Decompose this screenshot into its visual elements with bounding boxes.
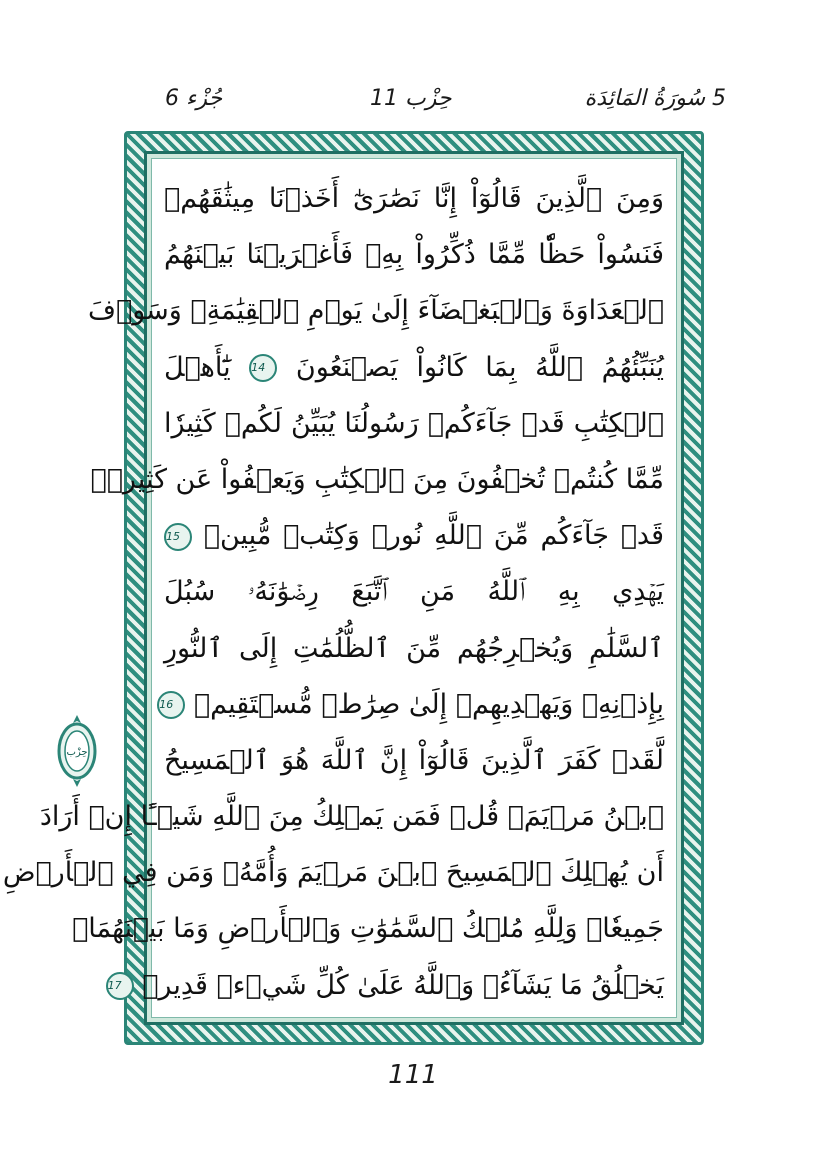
ayah-marker-16: 16 [157,691,185,719]
surah-title: 5 سُورَةُ المَائِدَة [584,86,726,111]
text-line-14: جَمِيعٗاۗ وَلِلَّهِ مُلۡكُ ٱلسَّمَٰوَٰتِ وَٱلۡأَرۡضِ وَمَا بَيۡنَهُمَاۚ [72,913,664,945]
hizb-marker-label: حِزْب [66,747,88,758]
juz-label: جُزْء 6 [165,86,223,111]
text-line-4: يُنَبِّئُهُمُ ٱللَّهُ بِمَا كَانُواْ يَصۡنَعُونَ 14 يَٰٓأَهۡلَ [164,351,664,383]
text-line-7: قَدۡ جَآءَكُم مِّنَ ٱللَّهِ نُورٞ وَكِتَٰبٞ مُّبِينٞ 15 [166,520,664,552]
text-line-2: فَنَسُواْ حَظّٗا مِّمَّا ذُكِّرُواْ بِهِۦ فَأَغۡرَيۡنَا بَيۡنَهُمُ [164,239,664,271]
hizb-marker-icon [57,713,97,789]
text-line-1: وَمِنَ ٱلَّذِينَ قَالُوٓاْ إِنَّا نَصَٰرَىٰٓ أَخَذۡنَا مِيثَٰقَهُمۡ [164,183,664,214]
text-line-3: ٱلۡعَدَاوَةَ وَٱلۡبَغۡضَآءَ إِلَىٰ يَوۡمِ ٱلۡقِيَٰمَةِۚ وَسَوۡفَ [88,295,664,327]
text-line-8: يَهۡدِي بِهِ ٱللَّهُ مَنِ ٱتَّبَعَ رِضۡوَٰنَهُۥ سُبُلَ [164,576,664,608]
text-line-12: ٱبۡنُ مَرۡيَمَۚ قُلۡ فَمَن يَمۡلِكُ مِنَ ٱللَّهِ شَيۡـًٔا إِنۡ أَرَادَ [39,801,664,833]
ayah-marker-17: 17 [106,972,134,1000]
text-line-5: ٱلۡكِتَٰبِ قَدۡ جَآءَكُمۡ رَسُولُنَا يُبَيِّنُ لَكُمۡ كَثِيرٗا [164,407,664,439]
text-line-13: أَن يُهۡلِكَ ٱلۡمَسِيحَ ٱبۡنَ مَرۡيَمَ وَأُمَّهُۥ وَمَن فِي ٱلۡأَرۡضِ [2,857,664,889]
text-line-10: بِإِذۡنِهِۦ وَيَهۡدِيهِمۡ إِلَىٰ صِرَٰطٖ مُّسۡتَقِيمٖ 16 [159,688,664,720]
ayah-marker-14: 14 [249,354,277,382]
text-line-15: يَخۡلُقُ مَا يَشَآءُۚ وَٱللَّهُ عَلَىٰ كُلِّ شَيۡءٖ قَدِيرٞ 17 [107,969,664,1001]
text-line-6: مِّمَّا كُنتُمۡ تُخۡفُونَ مِنَ ٱلۡكِتَٰبِ وَيَعۡفُواْ عَن كَثِيرٖۚ [90,463,664,495]
page-number: 111 [388,1060,438,1090]
hizb-label: حِزْب 11 [370,86,452,111]
ayah-marker-15: 15 [164,523,192,551]
text-line-9: ٱلسَّلَٰمِ وَيُخۡرِجُهُم مِّنَ ٱلظُّلُمَٰتِ إِلَى ٱلنُّورِ [164,632,664,664]
text-line-11: لَّقَدۡ كَفَرَ ٱلَّذِينَ قَالُوٓاْ إِنَّ ٱللَّهَ هُوَ ٱلۡمَسِيحُ [164,744,664,776]
